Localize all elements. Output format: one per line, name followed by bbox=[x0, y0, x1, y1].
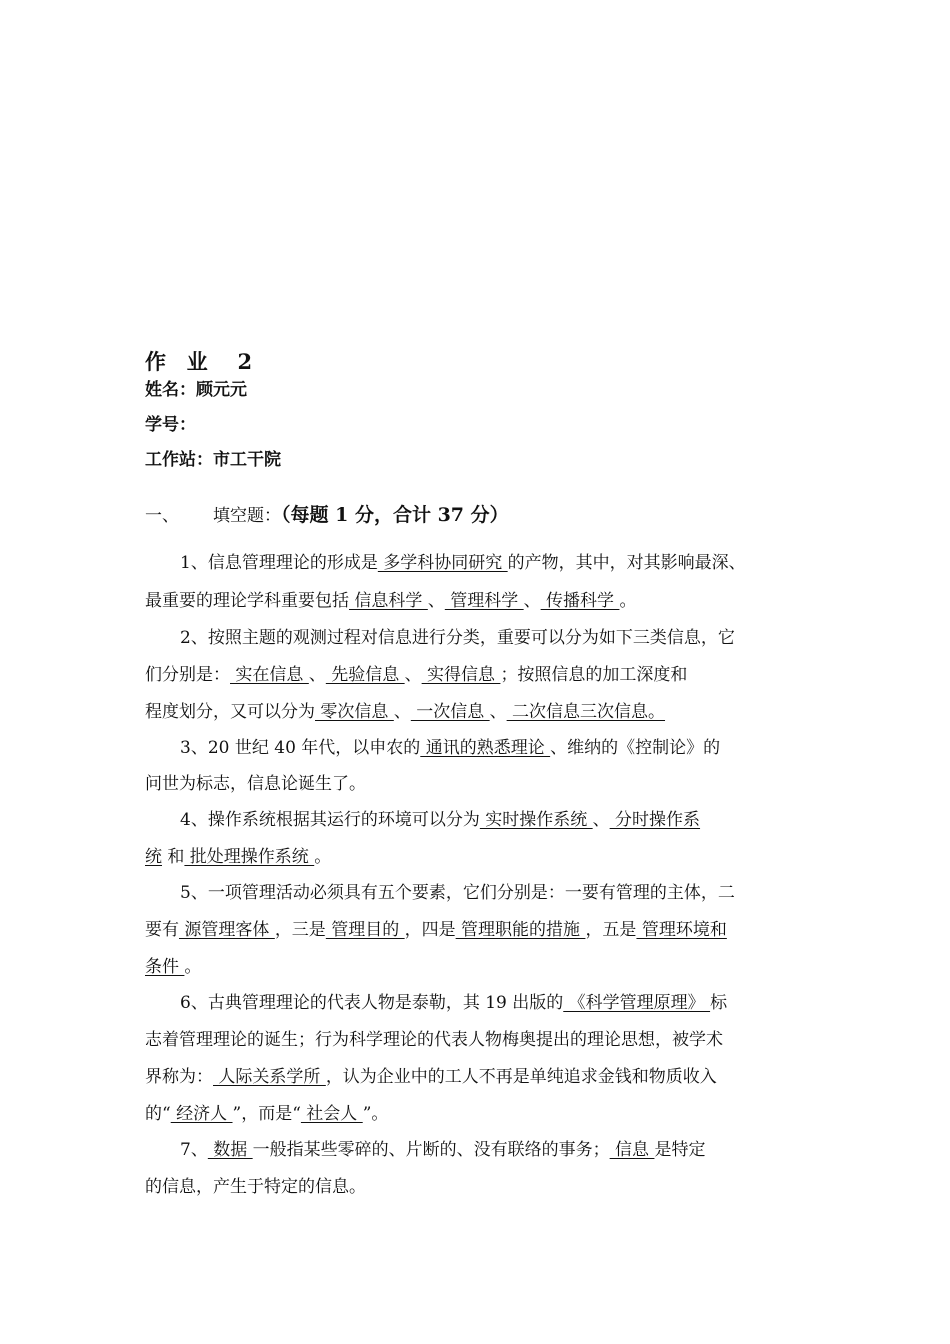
answer-blank: 分时操作系 bbox=[609, 810, 701, 830]
text: 标 bbox=[710, 993, 728, 1013]
text: 的产物，其中，对其影响最深、 bbox=[507, 553, 746, 573]
text: 、维纳的《控制论》的 bbox=[550, 738, 721, 758]
answer-blank: 管理目的 bbox=[325, 920, 405, 940]
question-1-line-1 bbox=[180, 552, 746, 574]
question-6-line-4 bbox=[145, 1103, 388, 1125]
question-4-line-2 bbox=[145, 846, 331, 868]
question-5-line-2 bbox=[145, 919, 727, 941]
text: 。 bbox=[184, 957, 202, 977]
text: 、 bbox=[308, 665, 326, 685]
text: ”，而是“ bbox=[232, 1104, 301, 1124]
text: 、 bbox=[427, 591, 445, 611]
text: 的“ bbox=[145, 1104, 171, 1124]
question-5-line-1 bbox=[180, 882, 735, 904]
answer-blank: 源管理客体 bbox=[179, 920, 275, 940]
student-id: 学号： bbox=[145, 415, 196, 435]
text: 和 bbox=[162, 847, 185, 867]
text: ，认为企业中的工人不再是单纯追求金钱和物质收入 bbox=[325, 1067, 717, 1087]
text: ，三是 bbox=[274, 920, 326, 940]
text: 5、一项管理活动必须具有五个要素，它们分别是：一要有管理的主体，二 bbox=[180, 883, 735, 903]
text: 一般指某些零碎的、片断的、没有联络的事务； bbox=[252, 1140, 610, 1160]
question-4-line-1 bbox=[180, 809, 700, 831]
answer-blank: 多学科协同研究 bbox=[377, 553, 508, 573]
answer-blank: 经济人 bbox=[170, 1104, 233, 1124]
text: 4、操作系统根据其运行的环境可以分为 bbox=[180, 810, 480, 830]
text: 们分别是： bbox=[145, 665, 230, 685]
answer-blank: 一次信息 bbox=[410, 702, 490, 722]
text: 志着管理理论的诞生；行为科学理论的代表人物梅奥提出的理论思想，被学术 bbox=[145, 1030, 723, 1050]
text: 问世为标志，信息论诞生了。 bbox=[145, 774, 366, 794]
text: 、 bbox=[592, 810, 610, 830]
question-7-line-1 bbox=[180, 1139, 705, 1161]
text: 的信息，产生于特定的信息。 bbox=[145, 1177, 366, 1197]
answer-blank: 零次信息 bbox=[315, 702, 394, 722]
text: 1、信息管理理论的形成是 bbox=[180, 553, 378, 573]
text: 3、20 世纪 40 年代，以申农的 bbox=[180, 738, 421, 758]
answer-blank: 社会人 bbox=[300, 1104, 363, 1124]
text: 、 bbox=[489, 702, 507, 722]
question-2-line-2 bbox=[145, 664, 687, 686]
text: 6、古典管理理论的代表人物是泰勒，其 19 出版的 bbox=[180, 993, 564, 1013]
answer-blank: 管理科学 bbox=[444, 591, 524, 611]
answer-blank: 传播科学 bbox=[540, 591, 620, 611]
section-label: 填空题： bbox=[213, 506, 281, 526]
text: 、 bbox=[523, 591, 541, 611]
question-6-line-1 bbox=[180, 992, 727, 1014]
question-6-line-3 bbox=[145, 1066, 717, 1088]
question-2-line-1 bbox=[180, 627, 735, 649]
text: 、 bbox=[404, 665, 422, 685]
student-name: 姓名：顾元元 bbox=[145, 380, 247, 400]
text: ；按照信息的加工深度和 bbox=[500, 665, 688, 685]
text: 最重要的理论学科重要包括 bbox=[145, 591, 349, 611]
section-heading bbox=[145, 500, 509, 527]
document-title: 作 业 2 bbox=[145, 349, 255, 374]
text: 程度划分，又可以分为 bbox=[145, 702, 315, 722]
answer-blank: 信息科学 bbox=[349, 591, 428, 611]
answer-blank: 批处理操作系统 bbox=[184, 847, 315, 867]
work-station: 工作站：市工干院 bbox=[145, 450, 281, 470]
answer-blank: 二次信息三次信息。 bbox=[506, 702, 666, 722]
answer-blank: 实时操作系统 bbox=[479, 810, 593, 830]
answer-blank: 管理环境和 bbox=[636, 920, 727, 940]
text: 。 bbox=[619, 591, 637, 611]
text: ，四是 bbox=[404, 920, 456, 940]
question-7-line-2 bbox=[145, 1176, 366, 1198]
answer-blank: 先验信息 bbox=[325, 665, 405, 685]
answer-blank: 实在信息 bbox=[230, 665, 309, 685]
section-number: 一、 bbox=[145, 506, 179, 526]
answer-blank: 信息 bbox=[609, 1140, 655, 1160]
answer-blank: 人际关系学所 bbox=[213, 1067, 326, 1087]
section-score: （每题 1 分，合计 37 分） bbox=[281, 504, 509, 526]
answer-blank: 管理职能的措施 bbox=[455, 920, 586, 940]
question-6-line-2 bbox=[145, 1029, 723, 1051]
text: 要有 bbox=[145, 920, 179, 940]
text: 7、 bbox=[180, 1140, 208, 1160]
answer-blank: 条件 bbox=[145, 957, 185, 977]
text: 。 bbox=[314, 847, 332, 867]
text: 是特定 bbox=[654, 1140, 706, 1160]
answer-blank: 统 bbox=[145, 847, 162, 867]
text: ，五是 bbox=[585, 920, 637, 940]
question-3-line-1 bbox=[180, 737, 720, 759]
answer-blank: 实得信息 bbox=[421, 665, 501, 685]
text: 界称为： bbox=[145, 1067, 213, 1087]
question-3-line-2 bbox=[145, 773, 366, 795]
question-5-line-3 bbox=[145, 956, 201, 978]
text: 2、按照主题的观测过程对信息进行分类，重要可以分为如下三类信息，它 bbox=[180, 628, 735, 648]
text: ”。 bbox=[362, 1104, 389, 1124]
answer-blank: 《科学管理原理》 bbox=[563, 993, 711, 1013]
text: 、 bbox=[393, 702, 411, 722]
answer-blank: 数据 bbox=[207, 1140, 253, 1160]
answer-blank: 通讯的熟悉理论 bbox=[420, 738, 551, 758]
question-2-line-3 bbox=[145, 701, 665, 723]
question-1-line-2 bbox=[145, 590, 636, 612]
